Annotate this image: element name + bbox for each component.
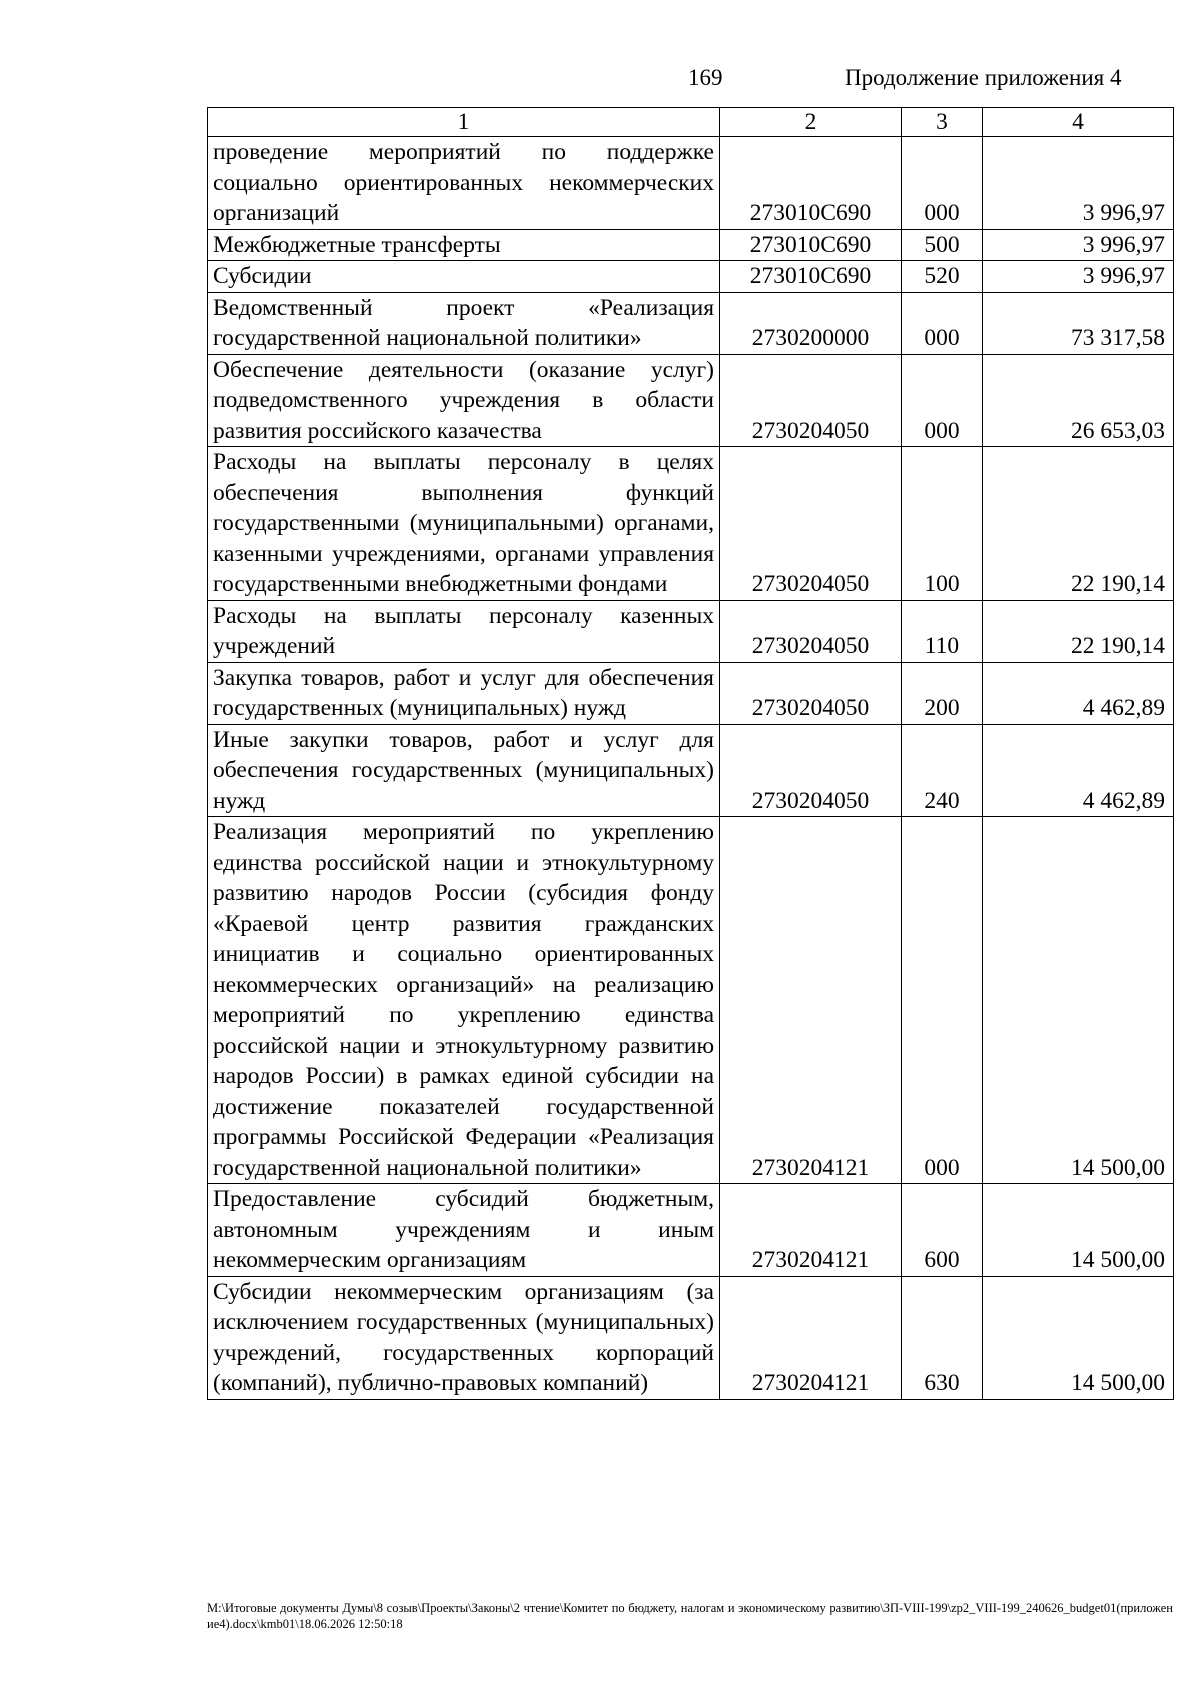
table-row <box>208 261 1174 293</box>
row-code: 273010С690 <box>720 229 902 261</box>
row-type: 520 <box>902 261 983 293</box>
row-code: 2730204050 <box>720 447 902 601</box>
row-type: 000 <box>902 817 983 1184</box>
row-type: 600 <box>902 1184 983 1277</box>
budget-table <box>207 107 1174 1400</box>
row-name: Обеспечение деятельности (оказание услуг) подведомственного учреждения в области развития российского казачества <box>208 354 720 447</box>
row-type: 100 <box>902 447 983 601</box>
table-row <box>208 817 1174 1184</box>
row-code: 2730204121 <box>720 1276 902 1399</box>
table-row <box>208 600 1174 662</box>
row-sum: 73 317,58 <box>983 292 1174 354</box>
row-name: Иные закупки товаров, работ и услуг для обеспечения государственных (муниципальных) нужд <box>208 724 720 817</box>
row-code: 2730204121 <box>720 1184 902 1277</box>
table-row <box>208 292 1174 354</box>
row-name: Предоставление субсидий бюджетным, автономным учреждениям и иным некоммерческим организациям <box>208 1184 720 1277</box>
table-header-row <box>208 108 1174 137</box>
row-name: Субсидии некоммерческим организациям (за исключением государственных (муниципальных) учреждений, государственных корпораций (компаний), публично-правовых компаний) <box>208 1276 720 1399</box>
row-code: 273010С690 <box>720 261 902 293</box>
table-row <box>208 229 1174 261</box>
row-code: 2730204050 <box>720 662 902 724</box>
row-name: Закупка товаров, работ и услуг для обеспечения государственных (муниципальных) нужд <box>208 662 720 724</box>
table-row <box>208 447 1174 601</box>
column-header: 2 <box>720 108 902 137</box>
row-code: 2730204121 <box>720 817 902 1184</box>
row-name: Субсидии <box>208 261 720 293</box>
row-type: 110 <box>902 600 983 662</box>
row-sum: 4 462,89 <box>983 724 1174 817</box>
row-code: 2730204050 <box>720 354 902 447</box>
appendix-continuation-title: Продолжение приложения 4 <box>845 65 1122 90</box>
row-sum: 4 462,89 <box>983 662 1174 724</box>
table-row <box>208 354 1174 447</box>
row-code: 273010С690 <box>720 137 902 230</box>
row-name: Ведомственный проект «Реализация государственной национальной политики» <box>208 292 720 354</box>
row-name: Реализация мероприятий по укреплению единства российской нации и этнокультурному развитию народов России (субсидия фонду «Краевой центр развития гражданских инициатив и социально ориентированных некоммерческих организаций» на реализацию мероприятий по укреплению единства российской нации и этнокультурному развитию народов России) в рамках единой субсидии на достижение показателей государственной программы Российской Федерации «Реализация государственной национальной политики» <box>208 817 720 1184</box>
page-number: 169 <box>688 65 723 90</box>
table-row <box>208 724 1174 817</box>
row-name: проведение мероприятий по поддержке социально ориентированных некоммерческих организаций <box>208 137 720 230</box>
column-header: 3 <box>902 108 983 137</box>
row-sum: 14 500,00 <box>983 817 1174 1184</box>
row-sum: 14 500,00 <box>983 1184 1174 1277</box>
row-sum: 22 190,14 <box>983 600 1174 662</box>
table-row <box>208 1276 1174 1399</box>
row-code: 2730204050 <box>720 724 902 817</box>
row-type: 200 <box>902 662 983 724</box>
row-sum: 14 500,00 <box>983 1276 1174 1399</box>
document-file-path: М:\Итоговые документы Думы\8 созыв\Проекты\Законы\2 чтение\Комитет по бюджету, налогам и экономическому развитию\ЗП-VIII-199\zp2_VIII-199_240626_budget01(приложение4).docx\kmb01\18.06.2026 12:50:18 <box>207 1601 1173 1631</box>
row-type: 240 <box>902 724 983 817</box>
table-row <box>208 1184 1174 1277</box>
row-name: Расходы на выплаты персоналу казенных учреждений <box>208 600 720 662</box>
row-sum: 3 996,97 <box>983 229 1174 261</box>
row-type: 000 <box>902 354 983 447</box>
row-sum: 3 996,97 <box>983 137 1174 230</box>
row-type: 000 <box>902 137 983 230</box>
row-name: Межбюджетные трансферты <box>208 229 720 261</box>
row-sum: 26 653,03 <box>983 354 1174 447</box>
row-code: 2730204050 <box>720 600 902 662</box>
table-row <box>208 662 1174 724</box>
row-name: Расходы на выплаты персоналу в целях обеспечения выполнения функций государственными (муниципальными) органами, казенными учреждениями, органами управления государственными внебюджетными фондами <box>208 447 720 601</box>
row-code: 2730200000 <box>720 292 902 354</box>
column-header: 1 <box>208 108 720 137</box>
row-sum: 3 996,97 <box>983 261 1174 293</box>
row-type: 630 <box>902 1276 983 1399</box>
row-type: 500 <box>902 229 983 261</box>
row-sum: 22 190,14 <box>983 447 1174 601</box>
row-type: 000 <box>902 292 983 354</box>
table-row <box>208 137 1174 230</box>
column-header: 4 <box>983 108 1174 137</box>
